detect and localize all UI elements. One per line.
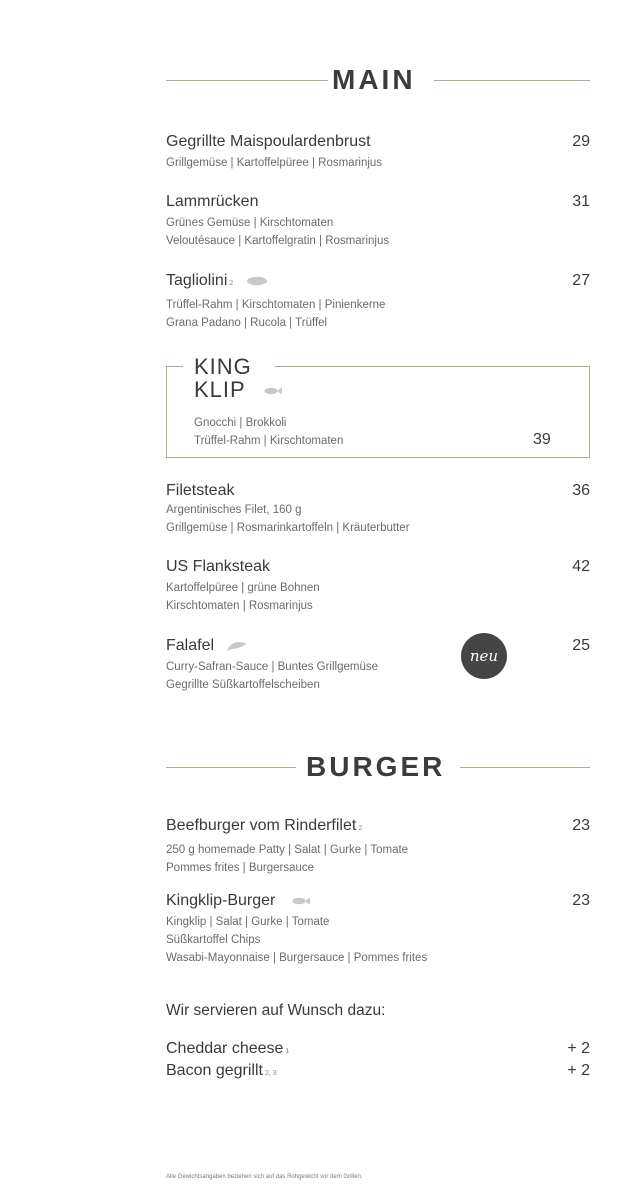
item-description: Grillgemüse | Kartoffelpüree | Rosmarinjus: [166, 157, 383, 169]
heading-rule-right: [460, 767, 590, 768]
item-price: 27: [572, 272, 590, 289]
menu-item: [166, 816, 590, 877]
mushroom-icon: [246, 276, 268, 286]
item-price: 23: [572, 892, 590, 909]
item-name: Falafel: [166, 637, 215, 654]
menu-item: [166, 271, 590, 332]
item-price: 31: [572, 193, 590, 210]
item-description: Kartoffelpüree | grüne Bohnen Kirschtomaten | Rosmarinjus: [166, 582, 320, 612]
allergen-note: 2: [358, 825, 363, 832]
footnote: Alle Gewichtsangaben beziehen sich auf das Rohgewicht vor dem Grillen.: [166, 1174, 363, 1180]
item-name: Filetsteak: [166, 482, 235, 499]
item-name: US Flanksteak: [166, 558, 271, 575]
featured-dish-description: Gnocchi | Brokkoli Trüffel-Rahm | Kirschtomaten: [194, 417, 344, 447]
item-price: 42: [572, 558, 590, 575]
item-name: Kingklip-Burger: [166, 892, 276, 909]
featured-dish-price: 39: [533, 431, 551, 448]
extra-name: Cheddar cheese: [166, 1040, 284, 1057]
menu-item: [166, 132, 590, 172]
extra-item: [166, 1061, 590, 1084]
item-price: 36: [572, 482, 590, 499]
item-name: Beefburger vom Rinderfilet: [166, 817, 357, 834]
new-badge: neu: [461, 633, 507, 679]
fish-icon: [292, 897, 310, 905]
item-description: Trüffel-Rahm | Kirschtomaten | Pinienkerne Grana Padano | Rucola | Trüffel: [166, 299, 386, 329]
extra-item: [166, 1039, 590, 1062]
menu-item: [166, 557, 590, 615]
item-description: 250 g homemade Patty | Salat | Gurke | Tomate Pommes frites | Burgersauce: [166, 844, 409, 874]
heading-rule-left: [166, 767, 296, 768]
menu-item: [166, 891, 590, 967]
menu-item: [166, 481, 590, 537]
main-section-heading: [166, 65, 590, 95]
item-description: Argentinisches Filet, 160 g Grillgemüse | Rosmarinkartoffeln | Kräuterbutter: [166, 504, 410, 534]
heading-rule-left: [166, 80, 328, 81]
item-name: Lammrücken: [166, 193, 259, 210]
allergen-note: 1: [285, 1048, 290, 1055]
item-price: 29: [572, 133, 590, 150]
extra-name: Bacon gegrillt: [166, 1062, 263, 1079]
menu-item: [166, 192, 590, 250]
burger-section-heading: [166, 752, 590, 782]
featured-dish-name: KING KLIP: [194, 355, 282, 401]
menu-item: [166, 636, 590, 694]
main-heading-title: MAIN: [332, 64, 416, 95]
item-price: 23: [572, 817, 590, 834]
featured-dish-box: [166, 354, 590, 458]
item-description: Kingklip | Salat | Gurke | Tomate Süßkartoffel Chips Wasabi-Mayonnaise | Burgersauce | Pommes frites: [166, 916, 428, 964]
item-name: Gegrillte Maispoulardenbrust: [166, 133, 371, 150]
extra-price: + 2: [567, 1040, 590, 1057]
fish-icon: [264, 387, 282, 395]
burger-heading-title: BURGER: [306, 751, 446, 782]
allergen-note: 2, 3: [264, 1070, 277, 1077]
heading-rule-right: [434, 80, 590, 81]
extras-intro: Wir servieren auf Wunsch dazu:: [166, 1002, 386, 1019]
item-description: Curry-Safran-Sauce | Buntes Grillgemüse Gegrillte Süßkartoffelscheiben: [166, 661, 378, 691]
item-name: Tagliolini: [166, 272, 228, 289]
leaf-icon: [226, 640, 248, 652]
allergen-note: 2: [229, 280, 234, 287]
item-description: Grünes Gemüse | Kirschtomaten Veloutésauce | Kartoffelgratin | Rosmarinjus: [166, 217, 390, 247]
item-price: 25: [572, 637, 590, 654]
extra-price: + 2: [567, 1062, 590, 1079]
